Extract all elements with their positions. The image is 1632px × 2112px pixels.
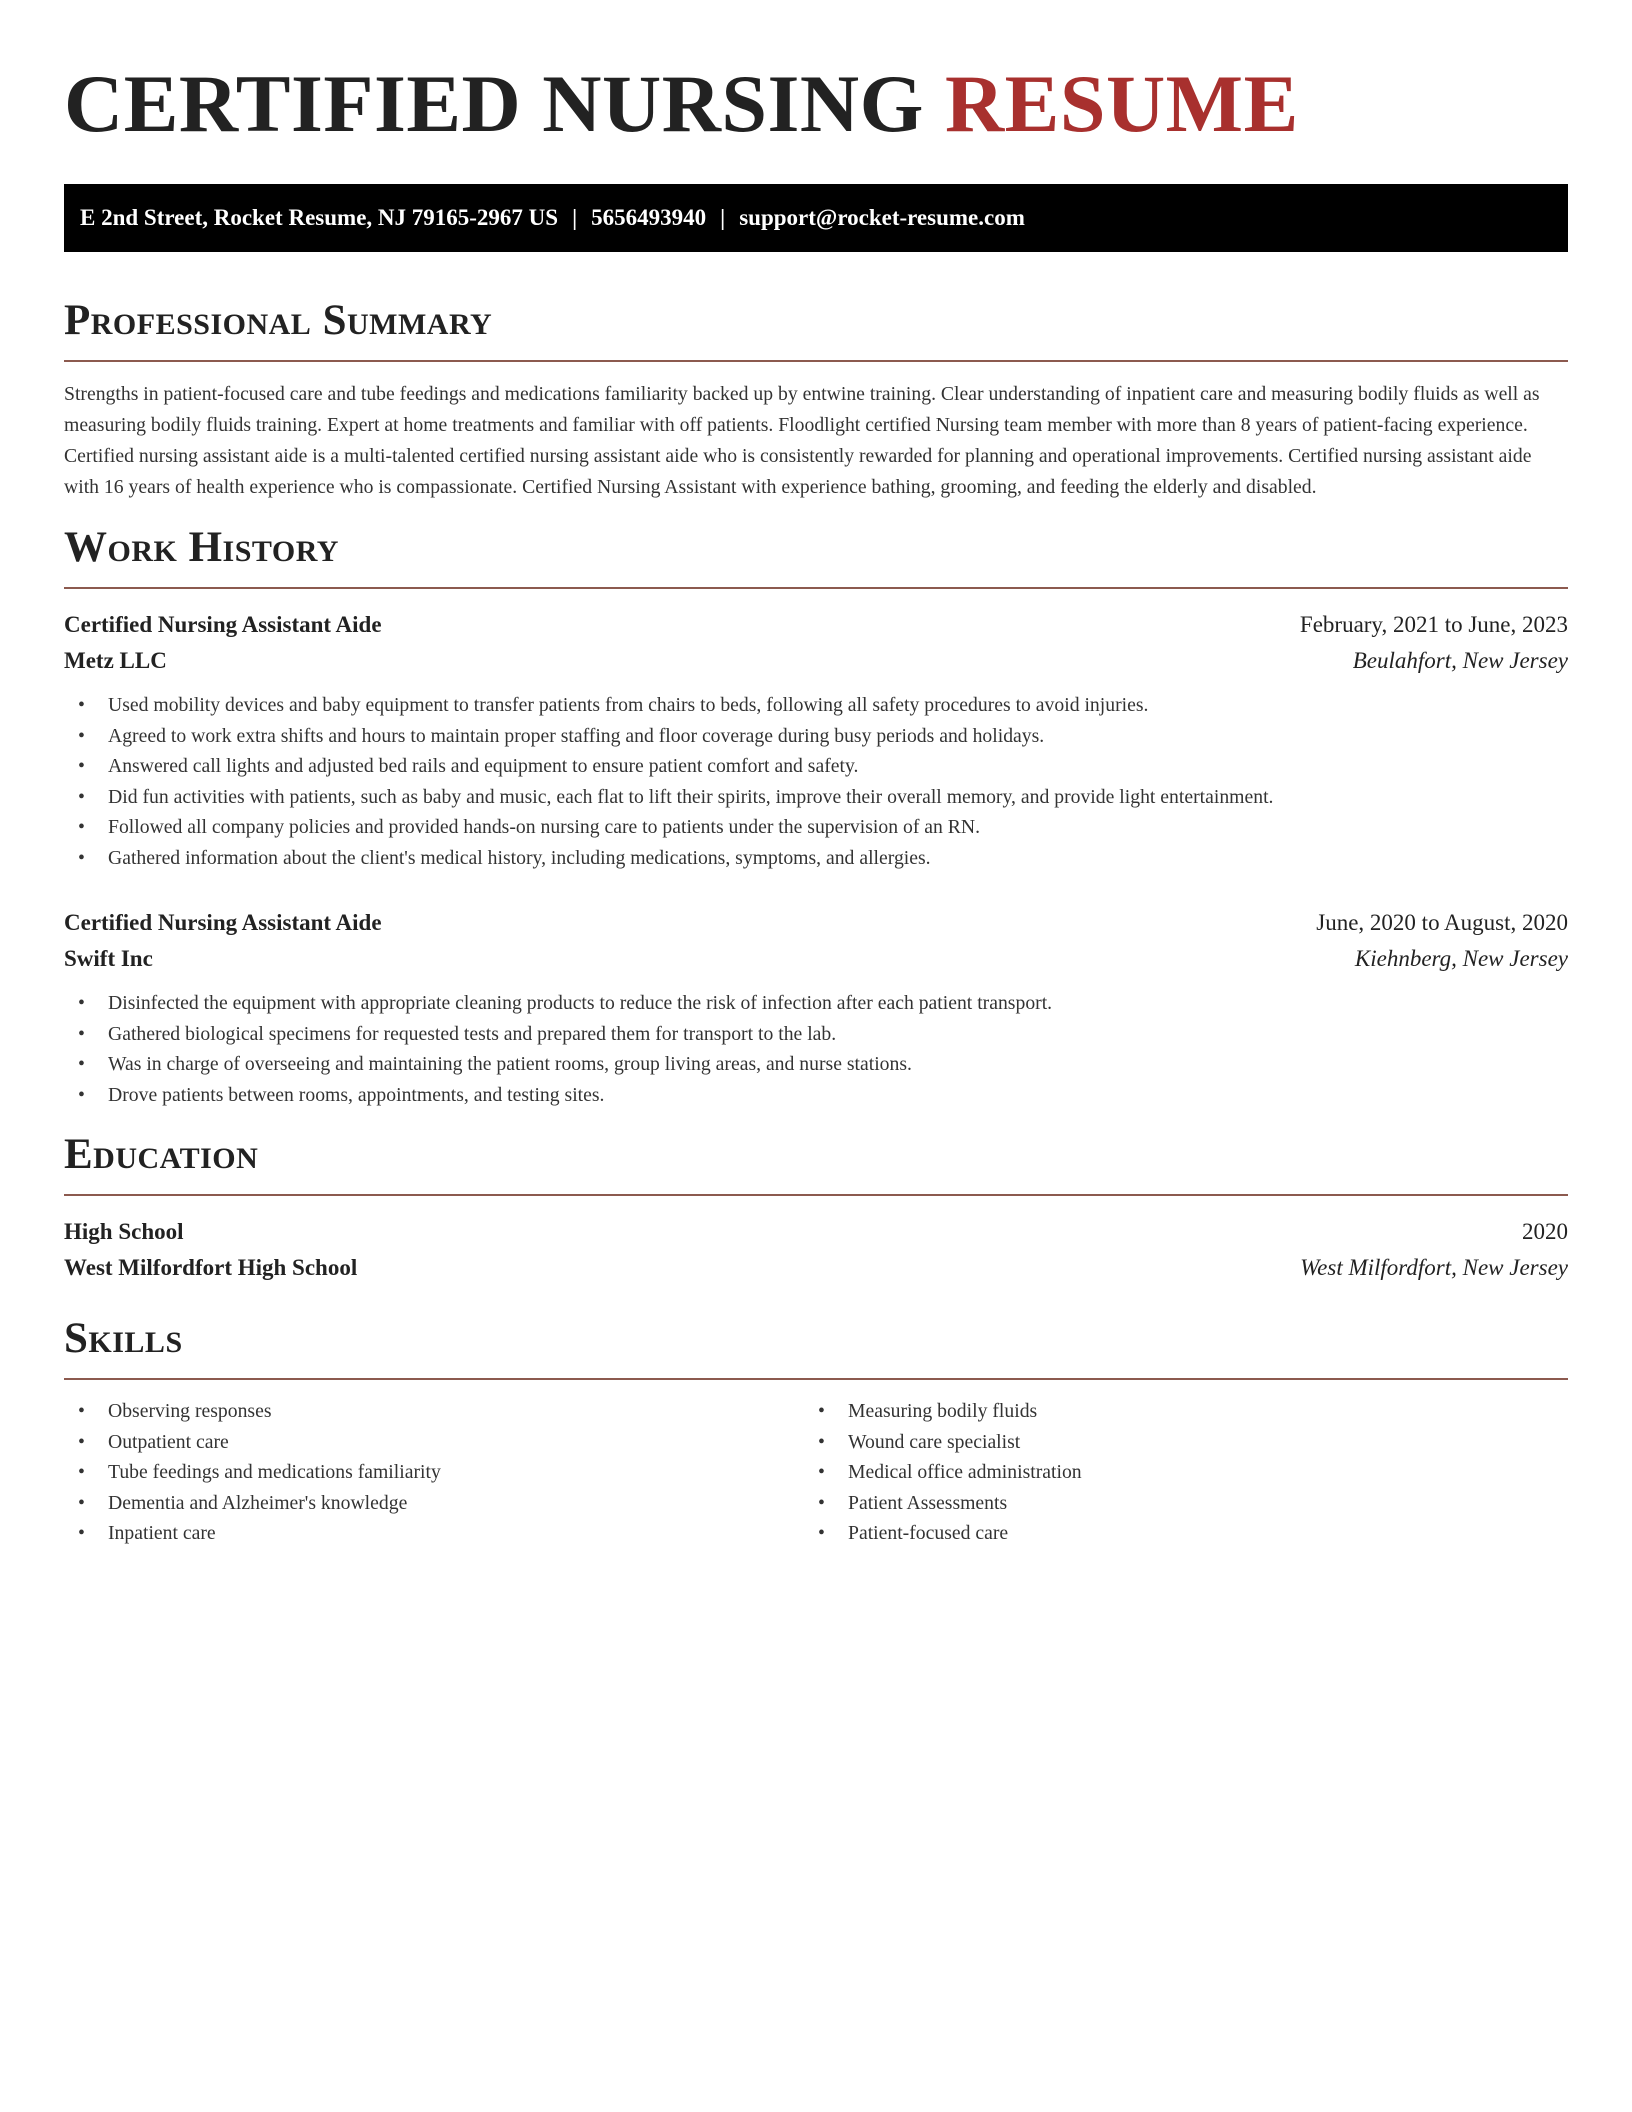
contact-address: E 2nd Street, Rocket Resume, NJ 79165-2967 US [80, 205, 559, 230]
skill-text: Medical office administration [848, 1461, 1082, 1483]
skill-item [64, 1396, 804, 1427]
skill-text: Observing responses [108, 1400, 272, 1422]
job-title: Certified Nursing Assistant Aide [64, 910, 382, 935]
skill-text: Patient-focused care [848, 1522, 1009, 1544]
skill-text: Inpatient care [108, 1522, 216, 1544]
bullet-icon: • [78, 755, 85, 777]
education-school: West Milfordfort High School [64, 1255, 358, 1280]
list-item-text: Used mobility devices and baby equipment to transfer patients from chairs to beds, following all safety procedures to avoid injuries. [108, 694, 1149, 716]
list-item-text: Was in charge of overseeing and maintaining the patient rooms, group living areas, and nurse stations. [108, 1053, 912, 1075]
skill-item [804, 1396, 1544, 1427]
skills-heading: Skills [64, 1315, 183, 1362]
list-item [64, 782, 1568, 813]
bullet-icon: • [818, 1491, 825, 1514]
job-duties-list [64, 988, 1568, 1110]
skill-item [804, 1488, 1544, 1519]
contact-email: support@rocket-resume.com [739, 205, 1025, 230]
bullet-icon: • [818, 1400, 825, 1422]
skill-item [64, 1488, 804, 1519]
job-entry [64, 607, 1568, 873]
bullet-icon: • [78, 1083, 85, 1106]
list-item [64, 721, 1568, 752]
bullet-icon: • [78, 816, 85, 838]
bullet-icon: • [818, 1522, 825, 1544]
job-location: Kiehnberg, New Jersey [1354, 946, 1568, 971]
job-employer: Metz LLC [64, 648, 167, 673]
list-item-text: Disinfected the equipment with appropriate cleaning products to reduce the risk of infection after each patient transport. [108, 992, 1053, 1014]
skill-item [804, 1457, 1544, 1488]
list-item-text: Did fun activities with patients, such as baby and music, each flat to lift their spirits, improve their overall memory, and provide light entertainment. [108, 785, 1274, 808]
list-item [64, 812, 1568, 843]
education-heading: Education [64, 1131, 259, 1178]
list-item [64, 1080, 1568, 1111]
job-employer-row [64, 643, 1568, 679]
bullet-icon: • [78, 694, 85, 716]
list-item [64, 1019, 1568, 1050]
job-dates: February, 2021 to June, 2023 [1299, 612, 1568, 637]
list-item-text: Followed all company policies and provided hands-on nursing care to patients under the supervision of an RN. [108, 816, 981, 838]
education-year: 2020 [1522, 1219, 1568, 1244]
education-location: West Milfordfort, New Jersey [1300, 1255, 1568, 1280]
contact-phone: 5656493940 [591, 205, 707, 230]
skill-item [804, 1427, 1544, 1458]
skills-list-left [64, 1396, 804, 1549]
skill-text: Dementia and Alzheimer's knowledge [108, 1491, 408, 1514]
list-item-text: Answered call lights and adjusted bed rails and equipment to ensure patient comfort and safety. [108, 755, 859, 777]
education-section [64, 1130, 1568, 1286]
education-school-row [64, 1250, 1568, 1286]
section-divider [64, 1378, 1568, 1380]
job-location: Beulahfort, New Jersey [1352, 648, 1568, 673]
work-history-heading: Work History [64, 524, 339, 571]
job-header-row [64, 905, 1568, 941]
skill-item [64, 1427, 804, 1458]
bullet-icon: • [818, 1430, 825, 1453]
resume-title [64, 0, 1568, 150]
skill-item [64, 1457, 804, 1488]
bullet-icon: • [78, 1053, 85, 1075]
bullet-icon: • [78, 1430, 85, 1453]
skill-item [804, 1518, 1544, 1549]
section-divider [64, 587, 1568, 589]
job-entry [64, 905, 1568, 1110]
bullet-icon: • [818, 1461, 825, 1483]
section-divider [64, 360, 1568, 362]
job-header-row [64, 607, 1568, 643]
list-item-text: Agreed to work extra shifts and hours to maintain proper staffing and floor coverage during busy periods and holidays. [108, 724, 1045, 747]
skill-text: Outpatient care [108, 1430, 229, 1453]
contact-bar [64, 184, 1568, 252]
education-header-row [64, 1214, 1568, 1250]
resume-title-accent: RESUME [944, 58, 1299, 149]
summary-text: Strengths in patient-focused care and tube feedings and medications familiarity backed up by entwine training. Clear understanding of inpatient care and measuring bodily fluids as well as measuring bodily fluids training. Expert at home treatments and familiar with off patients. Floodlight certified Nursing team member with more than 8 years of patient-facing experience. Certified nursing assistant aide is a multi-talented certified nursing assistant aide who is consistently rewarded for planning and operational improvements. Certified nursing assistant aide with 16 years of health experience who is compassionate. Certified Nursing Assistant with experience bathing, grooming, and feeding the elderly and disabled. [64, 383, 1540, 498]
education-degree: High School [64, 1219, 184, 1244]
list-item [64, 1049, 1568, 1080]
skills-list-right [804, 1396, 1544, 1549]
list-item-text: Drove patients between rooms, appointments, and testing sites. [108, 1083, 605, 1106]
list-item [64, 690, 1568, 721]
resume-title-main: CERTIFIED NURSING [64, 58, 924, 149]
bullet-icon: • [78, 1491, 85, 1514]
bullet-icon: • [78, 785, 85, 808]
bullet-icon: • [78, 1461, 85, 1483]
work-history-section [64, 523, 1568, 1110]
skill-text: Patient Assessments [848, 1491, 1008, 1514]
job-employer: Swift Inc [64, 946, 153, 971]
job-dates: June, 2020 to August, 2020 [1316, 910, 1568, 935]
bullet-icon: • [78, 846, 85, 869]
summary-section [64, 296, 1568, 503]
contact-separator: | [572, 205, 578, 230]
list-item [64, 988, 1568, 1019]
job-title: Certified Nursing Assistant Aide [64, 612, 382, 637]
bullet-icon: • [78, 992, 85, 1014]
bullet-icon: • [78, 1522, 85, 1544]
job-employer-row [64, 941, 1568, 977]
resume-page [64, 0, 1568, 1549]
skill-text: Tube feedings and medications familiarity [108, 1461, 441, 1483]
list-item-text: Gathered biological specimens for requested tests and prepared them for transport to the lab. [108, 1022, 837, 1045]
section-divider [64, 1194, 1568, 1196]
skill-text: Measuring bodily fluids [848, 1400, 1038, 1422]
bullet-icon: • [78, 1022, 85, 1045]
bullet-icon: • [78, 1400, 85, 1422]
summary-heading: Professional Summary [64, 297, 493, 344]
list-item [64, 751, 1568, 782]
list-item-text: Gathered information about the client's medical history, including medications, symptoms, and allergies. [108, 846, 931, 869]
skills-section [64, 1314, 1568, 1549]
skill-item [64, 1518, 804, 1549]
skill-text: Wound care specialist [848, 1430, 1021, 1453]
list-item [64, 843, 1568, 874]
bullet-icon: • [78, 724, 85, 747]
skills-grid [64, 1396, 1568, 1549]
job-duties-list [64, 690, 1568, 873]
contact-separator: | [720, 205, 726, 230]
